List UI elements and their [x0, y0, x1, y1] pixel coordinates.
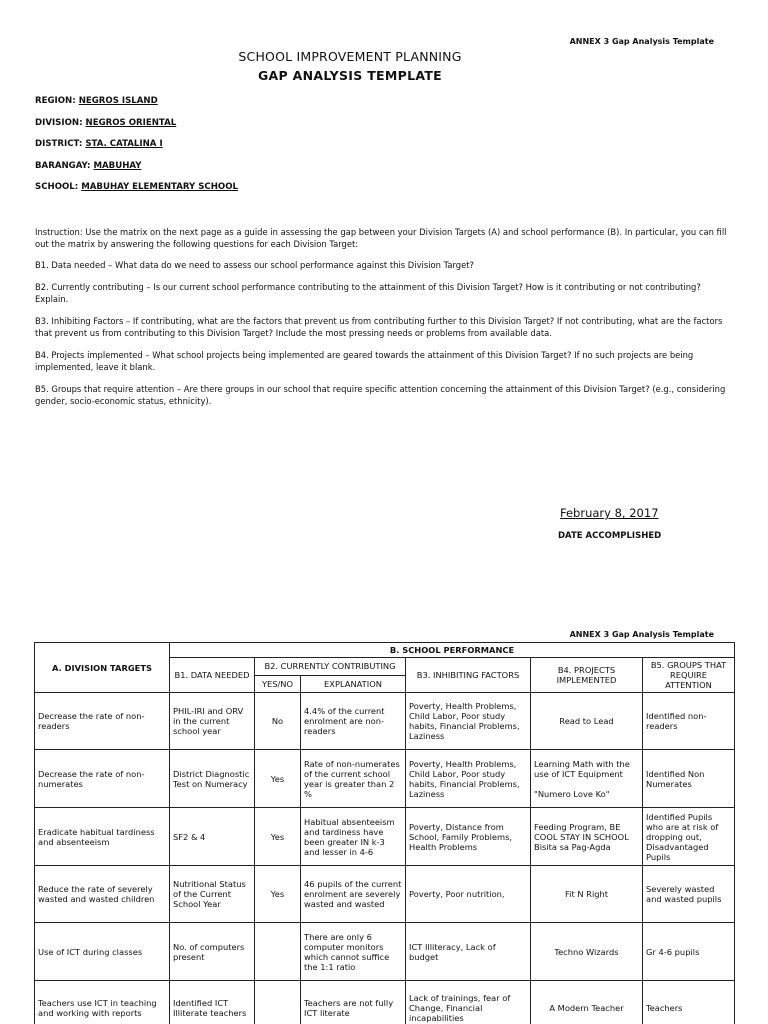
info-region [35, 96, 158, 106]
table-row [35, 808, 735, 866]
cell-projects: Fit N Right [531, 866, 643, 923]
cell-projects: Feeding Program, BE COOL STAY IN SCHOOL Bisita sa Pag-Agda [531, 808, 643, 866]
cell-projects: A Modern Teacher [531, 981, 643, 1024]
cell-explanation: Habitual absenteeism and tardiness have been greater IN k-3 and lesser in 4-6 [301, 808, 406, 866]
cell-groups: Identified Pupils who are at risk of dropping out, Disadvantaged Pupils [643, 808, 735, 866]
header-b2: B2. CURRENTLY CONTRIBUTING [255, 658, 406, 676]
cell-groups: Gr 4-6 pupils [643, 923, 735, 981]
header-yesno: YES/NO [255, 675, 301, 693]
cell-data-needed: SF2 & 4 [170, 808, 255, 866]
header-b3: B3. INHIBITING FACTORS [406, 658, 531, 693]
instruction-intro: Instruction: Use the matrix on the next page as a guide in assessing the gap between your Division Targets (A) and school performance (B). In particular, you can fill out the matrix by answering the following questions for each Division Target: [35, 227, 727, 249]
page-subtitle: GAP ANALYSIS TEMPLATE [257, 68, 443, 83]
cell-explanation: Rate of non-numerates of the current school year is greater than 2 % [301, 750, 406, 808]
instruction-b4: B4. Projects implemented – What school projects being implemented are geared towards the attainment of this Division Target? If no such projects are being implemented, leave it blank. [35, 350, 694, 372]
cell-yesno: Yes [255, 750, 301, 808]
info-value: STA. CATALINA I [85, 139, 163, 149]
info-value: NEGROS ISLAND [78, 96, 158, 106]
cell-yesno: Yes [255, 866, 301, 923]
cell-yesno: No [255, 693, 301, 750]
cell-inhibiting-factors: Lack of trainings, fear of Change, Financial incapabilities [406, 981, 531, 1024]
info-label: SCHOOL: [35, 182, 79, 192]
info-value: MABUHAY ELEMENTARY SCHOOL [81, 182, 238, 192]
cell-explanation: There are only 6 computer monitors which cannot suffice the 1:1 ratio [301, 923, 406, 981]
cell-groups: Identified non-readers [643, 693, 735, 750]
instruction-b3: B3. Inhibiting Factors – If contributing, what are the factors that prevent us from contributing further to this Division Target? If not contributing, what are the factors that prevent us from contributing to this Division Target? Include the most pressing needs or problems from available data. [35, 316, 723, 338]
table-row [35, 866, 735, 923]
cell-groups: Identified Non Numerates [643, 750, 735, 808]
info-division [35, 118, 176, 128]
table-row [35, 750, 735, 808]
table-row [35, 981, 735, 1024]
date-accomplished-label: DATE ACCOMPLISHED [558, 531, 662, 541]
table-row [35, 923, 735, 981]
info-label: REGION: [35, 96, 76, 106]
cell-target: Reduce the rate of severely wasted and wasted children [35, 866, 170, 923]
cell-projects: Techno Wizards [531, 923, 643, 981]
info-value: MABUHAY [93, 161, 142, 171]
cell-target: Decrease the rate of non-numerates [35, 750, 170, 808]
cell-inhibiting-factors: Poverty, Distance from School, Family Problems, Health Problems [406, 808, 531, 866]
cell-inhibiting-factors: Poverty, Poor nutrition, [406, 866, 531, 923]
header-explanation: EXPLANATION [301, 675, 406, 693]
instruction-b2: B2. Currently contributing – Is our current school performance contributing to the attainment of this Division Target? How is it contributing or not contributing? Explain. [35, 282, 701, 304]
date-accomplished-value: February 8, 2017 [560, 506, 659, 520]
cell-yesno: Yes [255, 808, 301, 866]
cell-projects: Read to Lead [531, 693, 643, 750]
info-value: NEGROS ORIENTAL [85, 118, 177, 128]
instruction-b1: B1. Data needed – What data do we need to assess our school performance against this Division Target? [35, 260, 475, 270]
cell-groups: Severely wasted and wasted pupils [643, 866, 735, 923]
cell-target: Eradicate habitual tardiness and absenteeism [35, 808, 170, 866]
header-b5: B5. GROUPS THAT REQUIRE ATTENTION [643, 658, 735, 693]
cell-explanation: 4.4% of the current enrolment are non-readers [301, 693, 406, 750]
info-label: DIVISION: [35, 118, 83, 128]
gap-analysis-table [34, 642, 735, 1024]
header-division-targets: A. DIVISION TARGETS [35, 643, 170, 693]
cell-yesno [255, 981, 301, 1024]
annex-label: ANNEX 3 Gap Analysis Template [569, 37, 714, 46]
page-title: SCHOOL IMPROVEMENT PLANNING [238, 49, 462, 64]
header-b4: B4. PROJECTS IMPLEMENTED [531, 658, 643, 693]
instruction-b5: B5. Groups that require attention – Are there groups in our school that require specific attention concerning the attainment of this Division Target? (e.g., considering gender, socio-economic status, ethnicity). [35, 384, 726, 406]
annex-label: ANNEX 3 Gap Analysis Template [569, 630, 714, 639]
cell-yesno [255, 923, 301, 981]
cell-inhibiting-factors: ICT Illiteracy, Lack of budget [406, 923, 531, 981]
info-school [35, 182, 238, 192]
table-row [35, 693, 735, 750]
cell-inhibiting-factors: Poverty, Health Problems, Child Labor, Poor study habits, Financial Problems, Laziness [406, 693, 531, 750]
cell-inhibiting-factors: Poverty, Health Problems, Child Labor, Poor study habits, Financial Problems, Laziness [406, 750, 531, 808]
cell-data-needed: No. of computers present [170, 923, 255, 981]
cell-explanation: 46 pupils of the current enrolment are severely wasted and wasted [301, 866, 406, 923]
cell-explanation: Teachers are not fully ICT literate [301, 981, 406, 1024]
cell-target: Teachers use ICT in teaching and working with reports [35, 981, 170, 1024]
cell-data-needed: PHIL-IRI and ORV in the current school year [170, 693, 255, 750]
header-school-performance: B. SCHOOL PERFORMANCE [170, 643, 735, 658]
cell-target: Decrease the rate of non-readers [35, 693, 170, 750]
info-label: DISTRICT: [35, 139, 83, 149]
cell-projects: Learning Math with the use of ICT Equipment "Numero Love Ko" [531, 750, 643, 808]
info-label: BARANGAY: [35, 161, 91, 171]
cell-data-needed: District Diagnostic Test on Numeracy [170, 750, 255, 808]
cell-data-needed: Nutritional Status of the Current School Year [170, 866, 255, 923]
cell-data-needed: Identified ICT Illiterate teachers [170, 981, 255, 1024]
cell-target: Use of ICT during classes [35, 923, 170, 981]
cell-groups: Teachers [643, 981, 735, 1024]
header-b1: B1. DATA NEEDED [170, 658, 255, 693]
info-district [35, 139, 163, 149]
info-barangay [35, 161, 141, 171]
